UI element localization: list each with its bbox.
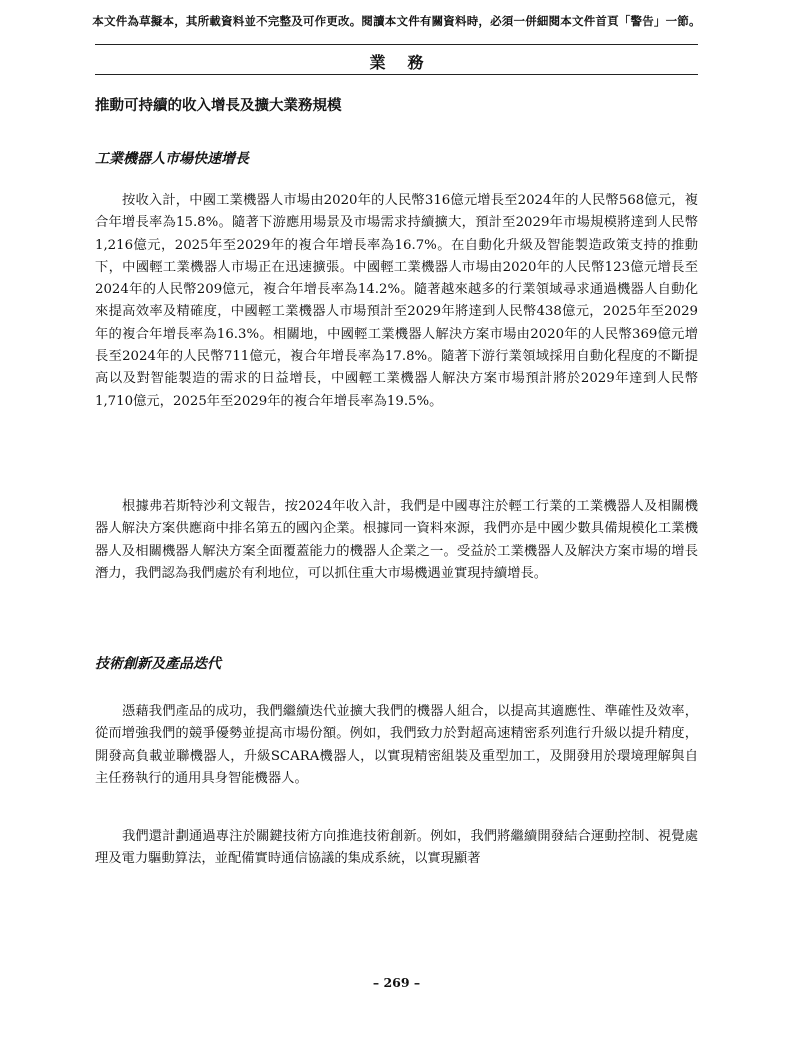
header-rule-top bbox=[95, 44, 698, 45]
section-title: 業務 bbox=[369, 53, 446, 72]
paragraph-market-position: 根據弗若斯特沙利文報告，按2024年收入計，我們是中國專注於輕工行業的工業機器人及相關機器人解決方案供應商中排名第五的國內企業。根據同一資料來源，我們亦是中國少數具備規模化工業機器人及相關機器人解決方案全面覆蓋能力的機器人企業之一。受益於工業機器人及解決方案市場的增長潛力，我們認為我們處於有利地位，可以抓住重大市場機遇並實現持續增長。 bbox=[95, 499, 698, 581]
header-rule-bottom bbox=[95, 74, 698, 75]
paragraph-product-iteration: 憑藉我們產品的成功，我們繼續迭代並擴大我們的機器人組合，以提高其適應性、準確性及效率，從而增強我們的競爭優勢並提高市場份額。例如，我們致力於對超高速精密系列進行升級以提升精度，開發高負載並聯機器人，升級SCARA機器人，以實現精密組裝及重型加工，及開發用於環境理解與自主任務執行的通用具身智能機器人。 bbox=[95, 704, 698, 786]
paragraph-market-growth: 按收入計，中國工業機器人市場由2020年的人民幣316億元增長至2024年的人民幣568億元，複合年增長率為15.8%。隨著下游應用場景及市場需求持續擴大，預計至2029年市場規模將達到人民幣1,216億元，2025年至2029年的複合年增長率為16.7%。在自動化升級及智能製造政策支持的推動下，中國輕工業機器人市場正在迅速擴張。中國輕工業機器人市場由2020年的人民幣123億元增長至2024年的人民幣209億元，複合年增長率為14.2%。隨著越來越多的行業領域尋求通過機器人自動化來提高效率及精確度，中國輕工業機器人市場預計至2029年將達到人民幣438億元，2025年至2029年的複合年增長率為16.3%。相關地，中國輕工業機器人解決方案市場由2020年的人民幣369億元增長至2024年的人民幣711億元，複合年增長率為17.8%。隨著下游行業領域採用自動化程度的不斷提高以及對智能製造的需求的日益增長，中國輕工業機器人解決方案市場預計將於2029年達到人民幣1,710億元，2025年至2029年的複合年增長率為19.5%。 bbox=[95, 193, 698, 409]
subheading-tech-innovation: 技術創新及產品迭代 bbox=[95, 656, 221, 672]
subheading-market-growth: 工業機器人市場快速增長 bbox=[95, 151, 249, 167]
main-heading: 推動可持續的收入增長及擴大業務規模 bbox=[95, 97, 342, 114]
draft-disclaimer: 本文件為草擬本，其所載資料並不完整及可作更改。閱讀本文件有關資料時，必須一併細閱本文件首頁「警告」一節。 bbox=[92, 14, 701, 28]
page-number: – 269 – bbox=[372, 975, 421, 990]
paragraph-tech-direction: 我們還計劃通過專注於關鍵技術方向推進技術創新。例如，我們將繼續開發結合運動控制、視覺處理及電力驅動算法，並配備實時通信協議的集成系統，以實現顯著 bbox=[95, 829, 698, 867]
